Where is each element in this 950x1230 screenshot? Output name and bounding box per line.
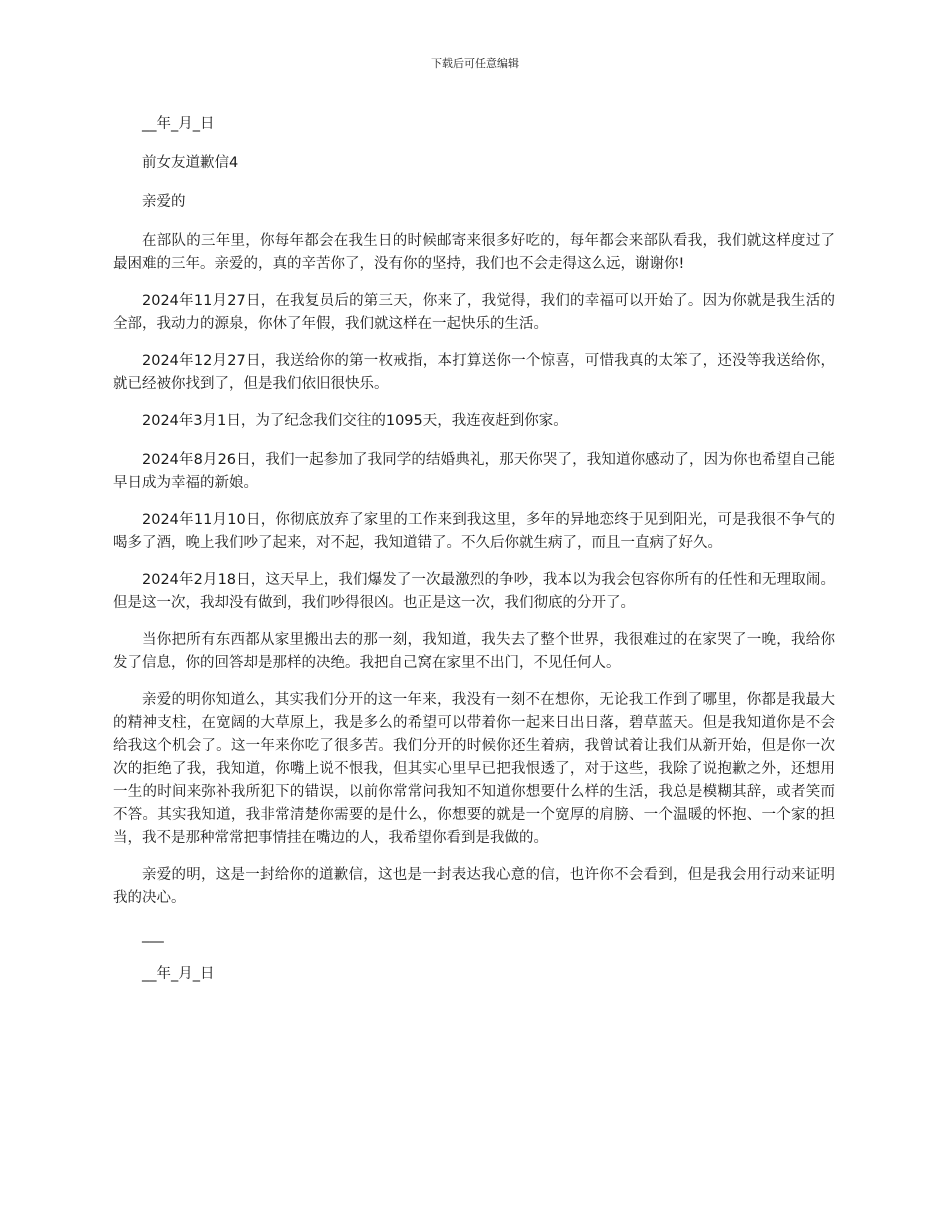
date-line-bottom: __年_月_日: [142, 966, 215, 982]
letter-body: [113, 113, 835, 1002]
paragraph: 在部队的三年里，你每年都会在我生日的时候邮寄来很多好吃的，每年都会来部队看我，我们就这样度过了最困难的三年。亲爱的，真的辛苦你了，没有你的坚持，我们也不会走得这么远，谢谢你!: [113, 233, 835, 272]
paragraph: 2024年2月18日，这天早上，我们爆发了一次最激烈的争吵，我本以为我会包容你所有的任性和无理取闹。但是这一次，我却没有做到，我们吵得很凶。也正是这一次，我们彻底的分开了。: [113, 572, 835, 611]
paragraph: 2024年3月1日，为了纪念我们交往的1095天，我连夜赶到你家。: [142, 413, 568, 429]
date-line-top: __年_月_日: [142, 116, 215, 132]
paragraph: 2024年12月27日，我送给你的第一枚戒指，本打算送你一个惊喜，可惜我真的太笨了，还没等我送给你，就已经被你找到了，但是我们依旧很快乐。: [113, 353, 835, 392]
paragraph: 亲爱的明你知道么，其实我们分开的这一年来，我没有一刻不在想你，无论我工作到了哪里，你都是我最大的精神支柱，在宽阔的大草原上，我是多么的希望可以带着你一起来日出日落，碧草蓝天。但是我知道你是不会给我这个机会了。这一年来你吃了很多苦。我们分开的时候你还生着病，我曾试着让我们从新开始，但是你一次次的拒绝了我，我知道，你嘴上说不恨我，但其实心里早已把我恨透了，对于这些，我除了说抱歉之外，还想用一生的时间来弥补我所犯下的错误，以前你常常问我知不知道你想要什么样的生活，我总是模糊其辞，或者笑而不答。其实我知道，我非常清楚你需要的是什么，你想要的就是一个宽厚的肩膀、一个温暖的怀抱、一个家的担当，我不是那种常常把事情挂在嘴边的人，我希望你看到是我做的。: [113, 692, 835, 846]
salutation: 亲爱的: [142, 194, 186, 210]
paragraph: 当你把所有东西都从家里搬出去的那一刻，我知道，我失去了整个世界，我很难过的在家哭了一晚，我给你发了信息，你的回答却是那样的决绝。我把自己窝在家里不出门，不见任何人。: [113, 632, 835, 671]
letter-title: 前女友道歉信4: [142, 155, 239, 171]
paragraph: 2024年11月27日，在我复员后的第三天，你来了，我觉得，我们的幸福可以开始了。因为你就是我生活的全部，我动力的源泉，你休了年假，我们就这样在一起快乐的生活。: [113, 293, 835, 332]
header-note: 下载后可任意编辑: [431, 57, 519, 70]
signature-line: ___: [142, 927, 164, 943]
paragraph: 2024年8月26日，我们一起参加了我同学的结婚典礼，那天你哭了，我知道你感动了，因为你也希望自己能早日成为幸福的新娘。: [113, 452, 835, 491]
paragraph: 2024年11月10日，你彻底放弃了家里的工作来到我这里，多年的异地恋终于见到阳光，可是我很不争气的喝多了酒，晚上我们吵了起来，对不起，我知道错了。不久后你就生病了，而且一直病了好久。: [113, 512, 835, 551]
paragraph: 亲爱的明，这是一封给你的道歉信，这也是一封表达我心意的信，也许你不会看到，但是我会用行动来证明我的决心。: [113, 867, 835, 906]
